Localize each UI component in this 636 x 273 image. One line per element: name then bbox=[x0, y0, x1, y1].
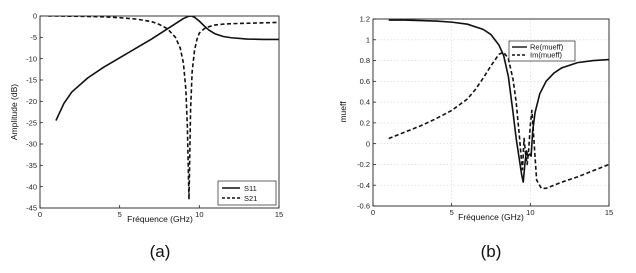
y-tick-label: -30 bbox=[26, 139, 37, 149]
y-tick-label: -5 bbox=[30, 32, 37, 42]
panel-b-caption: (b) bbox=[480, 242, 502, 261]
panel-b-legend bbox=[509, 41, 575, 61]
y-tick-label: 0.8 bbox=[359, 56, 370, 66]
panel-a-frame bbox=[40, 16, 279, 208]
x-tick-label: 15 bbox=[604, 208, 614, 217]
x-tick-label: 0 bbox=[370, 208, 376, 217]
y-tick-label: 0.4 bbox=[359, 97, 370, 107]
series-line-s11 bbox=[56, 16, 279, 121]
panel-a-caption: (a) bbox=[149, 242, 171, 261]
legend-label-s11: S11 bbox=[244, 184, 257, 193]
y-tick-label: 0.6 bbox=[359, 76, 370, 86]
series-line-im-mueff bbox=[389, 52, 609, 188]
series-line-s21 bbox=[48, 16, 279, 199]
x-tick-label: 0 bbox=[37, 210, 43, 219]
y-tick-label: -35 bbox=[26, 160, 37, 170]
panel-a-series bbox=[48, 16, 279, 199]
panel-a-ylabel: Amplitude (dB) bbox=[9, 83, 19, 141]
x-tick-label: 10 bbox=[526, 208, 535, 217]
y-tick-label: 0.2 bbox=[359, 118, 370, 128]
y-tick-label: -10 bbox=[26, 54, 37, 64]
y-tick-label: -15 bbox=[26, 75, 37, 85]
legend-label-s21: S21 bbox=[244, 194, 258, 203]
x-tick-label: 5 bbox=[449, 208, 454, 217]
x-tick-label: 5 bbox=[117, 210, 122, 219]
x-tick-label: 15 bbox=[274, 210, 284, 219]
panel-a bbox=[9, 12, 283, 261]
y-tick-label: 1.2 bbox=[359, 14, 370, 24]
panel-a-xlabel: Fréquence (GHz) bbox=[127, 214, 193, 224]
panel-b-ylabel: mueff bbox=[338, 101, 348, 123]
y-tick-label: 0 bbox=[365, 139, 370, 149]
legend-label-re-mueff: Re(mueff) bbox=[530, 42, 564, 52]
y-tick-label: 0 bbox=[32, 11, 37, 21]
y-tick-label: -25 bbox=[26, 118, 37, 128]
y-tick-label: -0.4 bbox=[357, 180, 370, 190]
panel-b-series bbox=[389, 20, 609, 188]
panel-b-xlabel: Fréquence (GHz) bbox=[458, 212, 524, 222]
y-tick-label: -20 bbox=[26, 96, 37, 106]
y-tick-label: -45 bbox=[26, 203, 37, 213]
y-tick-label: 1 bbox=[365, 35, 370, 45]
series-line-re-mueff bbox=[389, 20, 609, 182]
y-tick-label: -40 bbox=[26, 182, 37, 192]
panel-a-legend bbox=[218, 181, 276, 205]
y-tick-label: -0.2 bbox=[357, 160, 370, 170]
y-tick-label: -0.6 bbox=[357, 201, 370, 211]
x-tick-label: 10 bbox=[195, 210, 204, 219]
panel-b bbox=[338, 15, 613, 261]
legend-label-im-mueff: Im(mueff) bbox=[530, 50, 562, 60]
